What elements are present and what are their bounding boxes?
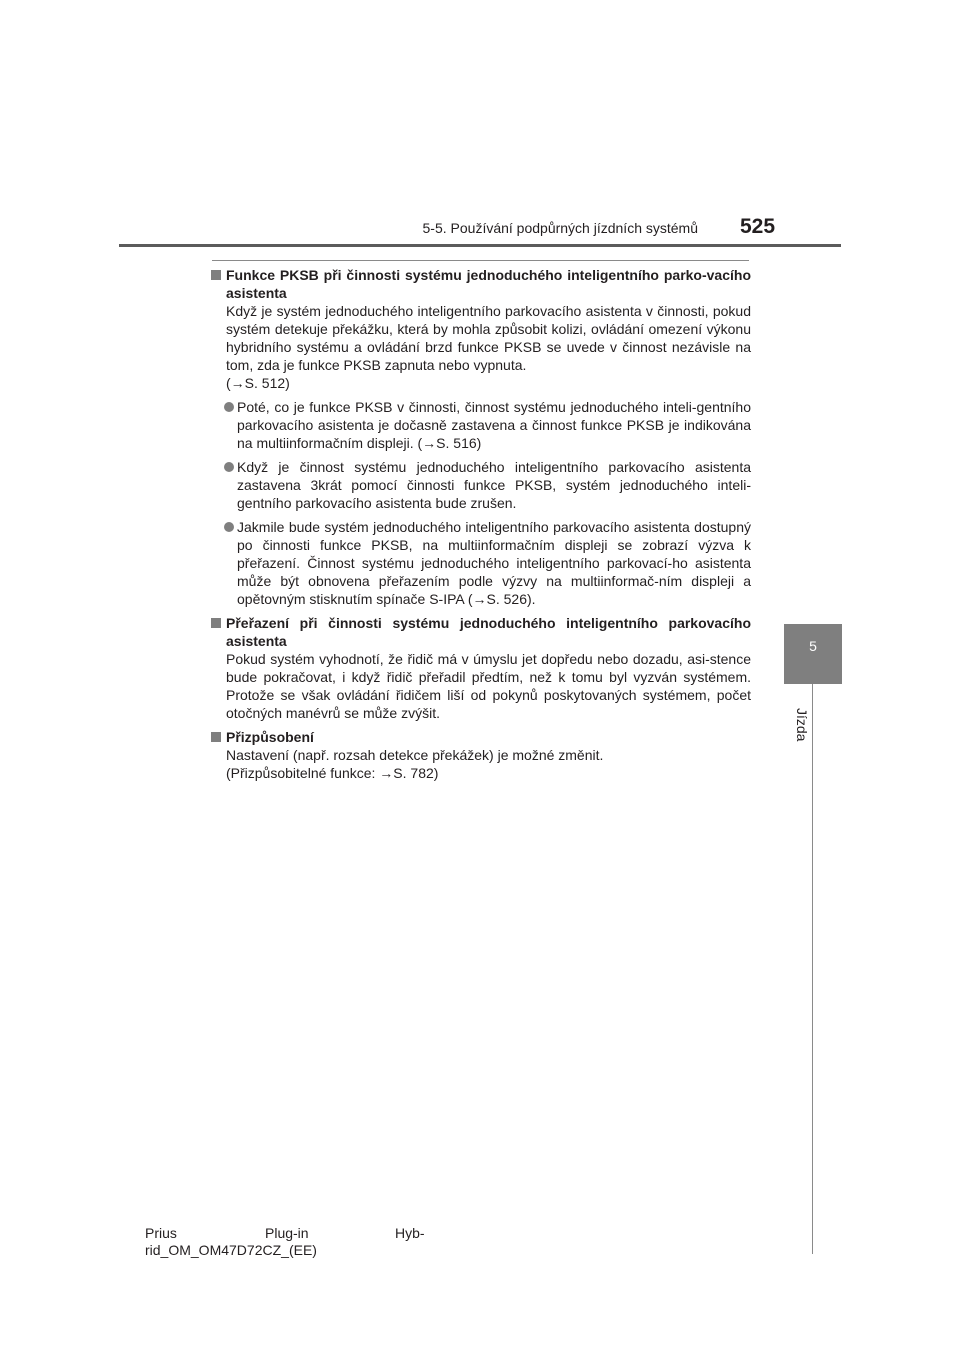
chapter-divider (812, 684, 813, 1254)
section-paragraph (211, 302, 751, 392)
section-customization (211, 728, 751, 782)
section-heading (211, 728, 751, 746)
bullet-list (211, 398, 751, 608)
section-heading (211, 614, 751, 650)
header-divider (119, 244, 841, 247)
paragraph-text: Nastavení (např. rozsah detekce překážek) je možné změnit. (226, 747, 604, 763)
section-heading (211, 266, 751, 302)
section-heading-text: Funkce PKSB při činnosti systému jednoduchého inteligentního parko-vacího asistenta (226, 267, 751, 301)
list-item (211, 398, 751, 452)
list-item (211, 518, 751, 608)
footer-doc-code: rid_OM_OM47D72CZ_(EE) (145, 1242, 317, 1258)
round-bullet-icon (224, 462, 234, 472)
section-heading-text: Přeřazení při činnosti systému jednoduchého inteligentního parkovacího asistenta (226, 615, 751, 649)
page-reference: (Přizpůsobitelné funkce: →S. 782) (226, 765, 439, 781)
footer-model-a: Prius (145, 1225, 177, 1241)
section-title: 5-5. Používání podpůrných jízdních systémů (422, 220, 698, 236)
paragraph-text: Pokud systém vyhodnotí, že řidič má v úmyslu jet dopředu nebo dozadu, asi-stence bude pokračovat, i když řidič přeřadil předtím, než k tomu byl vyzván systémem. Protože se však ovládání řidičem liší od pokynů poskytovaných systémem, počet otočných manévrů se může zvýšit. (226, 651, 751, 721)
paragraph-text: Když je systém jednoduchého inteligentního parkovacího asistenta v činnosti, pokud systém detekuje překážku, která by mohla způsobit kolizi, ovládání omezení výkonu hybridního systému a ovládání brzd funkce PKSB se uvede v činnost nezávisle na tom, zda je funkce PKSB zapnuta nebo vypnuta. (226, 303, 751, 373)
page-header (0, 0, 960, 250)
list-item-text: Když je činnost systému jednoduchého inteligentního parkovacího asistenta zastavena 3krát pomocí činnosti funkce PKSB, systém jednoduchého inteli-gentního parkovacího asistenta bude zrušen. (237, 459, 751, 511)
chapter-tab[interactable] (784, 624, 842, 684)
page-content (211, 266, 751, 788)
chapter-number: 5 (809, 638, 817, 654)
round-bullet-icon (224, 402, 234, 412)
square-bullet-icon (211, 618, 221, 628)
chapter-label: Jízda (794, 708, 810, 742)
page-number: 525 (740, 215, 776, 238)
list-item-text: Poté, co je funkce PKSB v činnosti, činnost systému jednoduchého inteli-gentního parkovacího asistenta je dočasně zastavena a činnost funkce PKSB je indikována na multiinformačním displeji. (→S. 516) (237, 399, 751, 451)
section-pksb (211, 266, 751, 608)
content-divider (212, 260, 749, 261)
section-shifting (211, 614, 751, 722)
footer-model-b: Plug-in (265, 1225, 309, 1241)
section-paragraph (211, 746, 751, 782)
list-item-text: Jakmile bude systém jednoduchého inteligentního parkovacího asistenta dostupný po činnosti funkce PKSB, na multiinformačním displeji se zobrazí výzva k přeřazení. Činnost systému jednoduchého inteligentního parkovací-ho asistenta může být obnovena přeřazením podle výzvy na multiinformač-ním displeji a opětovným stisknutím spínače S-IPA (→S. 526). (237, 519, 751, 607)
square-bullet-icon (211, 732, 221, 742)
round-bullet-icon (224, 522, 234, 532)
page-footer (145, 1225, 445, 1259)
section-heading-text: Přizpůsobení (226, 729, 314, 745)
footer-model-row (145, 1225, 445, 1242)
page-reference: (→S. 512) (226, 375, 290, 391)
footer-code-row (145, 1242, 445, 1259)
square-bullet-icon (211, 270, 221, 280)
footer-model-c: Hyb- (395, 1225, 425, 1241)
section-paragraph (211, 650, 751, 722)
list-item (211, 458, 751, 512)
